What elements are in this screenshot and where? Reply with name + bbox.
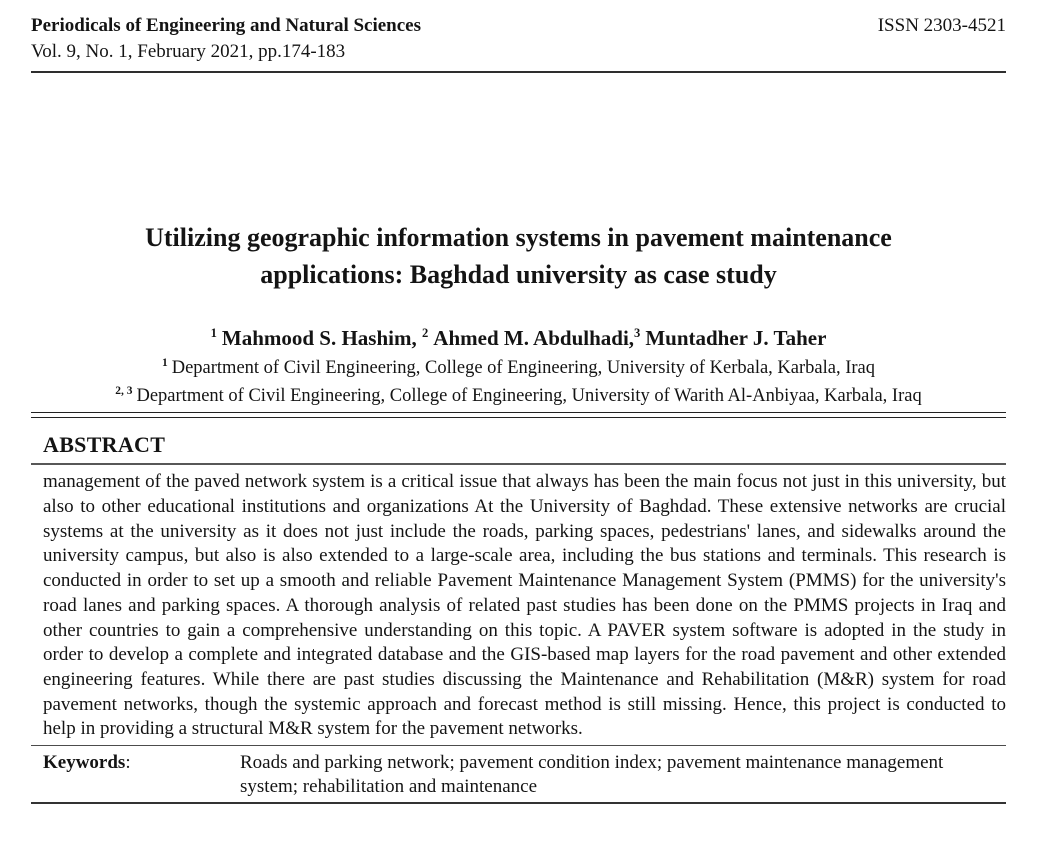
affiliation-1-superscript: 1: [161, 357, 168, 369]
affiliation-1: [31, 352, 1006, 379]
journal-header-row: [31, 13, 1006, 39]
author-3-superscript: 3: [634, 326, 641, 340]
author-1-superscript: 1: [210, 326, 217, 340]
header-rule: [31, 71, 1006, 73]
paper-title-line-1: Utilizing geographic information systems in pavement maintenance: [145, 223, 892, 252]
abstract-bottom-rule: [31, 745, 1006, 746]
keywords-label-colon: :: [125, 752, 131, 774]
author-2-separator: ,: [628, 326, 635, 350]
author-1-name: Mahmood S. Hashim: [221, 326, 412, 350]
keywords-text: Roads and parking network; pavement condition index; pavement maintenance management system; rehabilitation and maintenance: [240, 752, 944, 798]
affiliation-2: [31, 380, 1006, 407]
keywords-label: [43, 751, 240, 799]
paper-page: [31, 0, 1006, 804]
journal-volume-line: Vol. 9, No. 1, February 2021, pp.174-183: [31, 41, 346, 62]
journal-issn: ISSN 2303-4521: [877, 15, 1006, 36]
abstract-section: [31, 432, 1006, 746]
author-2-superscript: 2: [422, 326, 429, 340]
affiliation-2-text: Department of Civil Engineering, College of Engineering, University of Warith Al-Anbiyaa, Karbala, Iraq: [136, 386, 922, 407]
keywords-bottom-rule: [31, 802, 1006, 804]
keywords-label-text: Keywords: [43, 752, 126, 774]
abstract-body: management of the paved network system is a critical issue that always has been the main focus not just in this university, but also to other educational institutions and organizations At the University of Baghdad. These extensive networks are crucial systems at the university as it does not just include the roads, parking spaces, pedestrians' lanes, and sidewalks around the university campus, but also is also extended to a large-scale area, including the bus stations and terminals. This research is conducted in order to set up a smooth and reliable Pavement Maintenance Management System (PMMS) for the university's road lanes and parking spaces. A thorough analysis of related past studies has been done on the PMMS projects in Iraq and other countries to gain a comprehensive understanding on this topic. A PAVER system software is adopted in the study in order to develop a complete and integrated database and the GIS-based map layers for the road pavement and other extended engineering features. While there are past studies discussing the Maintenance and Rehabilitation (M&R) system for road pavement networks, though the systemic approach and forecast method is still missing. Hence, this project is conducted to help in providing a structural M&R system for the pavement networks.: [43, 471, 1006, 740]
journal-name: Periodicals of Engineering and Natural Sciences: [31, 15, 422, 36]
authors-line: [31, 320, 1006, 351]
author-1-separator: ,: [411, 326, 422, 350]
abstract-heading-rule: [31, 463, 1006, 465]
keywords-row: [43, 751, 1006, 799]
affiliation-2-superscript: 2, 3: [115, 385, 133, 398]
author-3-name: Muntadher J. Taher: [645, 326, 827, 350]
author-2-name: Ahmed M. Abdulhadi: [433, 326, 629, 350]
journal-header: [31, 13, 1006, 73]
paper-title: [31, 219, 1006, 293]
abstract-heading: ABSTRACT: [43, 432, 166, 458]
paper-title-line-2: applications: Baghdad university as case study: [260, 260, 777, 289]
affiliation-1-text: Department of Civil Engineering, College of Engineering, University of Kerbala, Karbala, Iraq: [171, 358, 875, 379]
affiliations-double-rule: [31, 412, 1006, 418]
